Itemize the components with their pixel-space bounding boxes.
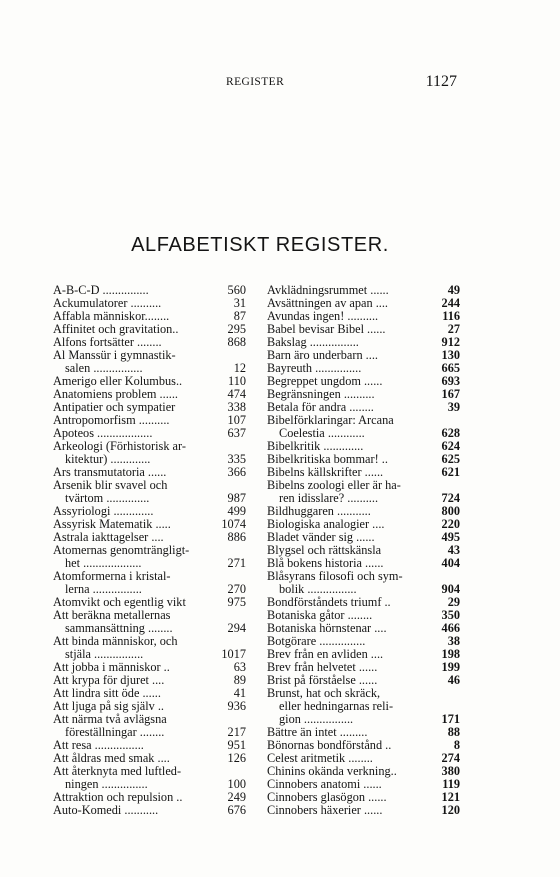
index-entry bbox=[267, 635, 460, 648]
entry-text: Avsättningen av apan .... bbox=[267, 297, 388, 310]
entry-page-number: 499 bbox=[227, 504, 246, 518]
entry-page-number: 41 bbox=[233, 686, 246, 700]
index-entry bbox=[53, 791, 246, 804]
index-entry bbox=[267, 726, 460, 739]
index-entry bbox=[267, 765, 460, 778]
index-entry bbox=[267, 544, 460, 557]
entry-text: Celest aritmetik ........ bbox=[267, 752, 373, 765]
index-entry bbox=[53, 661, 246, 674]
entry-text: Biologiska analogier .... bbox=[267, 518, 385, 531]
entry-text: Bondförståndets triumf .. bbox=[267, 596, 391, 609]
entry-text: Chinins okända verkning.. bbox=[267, 765, 397, 778]
entry-page-number: 27 bbox=[447, 322, 460, 336]
entry-page-number: 936 bbox=[227, 699, 246, 713]
entry-page-number: 126 bbox=[227, 751, 246, 765]
entry-text: lerna ................ bbox=[65, 583, 142, 596]
entry-page-number: 198 bbox=[441, 647, 460, 661]
index-entry bbox=[267, 349, 460, 362]
entry-text: Begreppet ungdom ...... bbox=[267, 375, 383, 388]
entry-page-number: 886 bbox=[227, 530, 246, 544]
index-entry bbox=[53, 674, 246, 687]
entry-page-number: 12 bbox=[233, 361, 246, 375]
entry-text: eller hedningarnas reli- bbox=[279, 700, 394, 713]
entry-page-number: 271 bbox=[227, 556, 246, 570]
index-entry bbox=[267, 479, 460, 505]
index-column-right bbox=[267, 284, 460, 817]
entry-text: Assyriologi ............. bbox=[53, 505, 154, 518]
entry-text: Attraktion och repulsion .. bbox=[53, 791, 183, 804]
entry-text: Blygsel och rättskänsla bbox=[267, 544, 382, 557]
entry-text: Bibelns källskrifter ...... bbox=[267, 466, 384, 479]
index-entry bbox=[267, 570, 460, 596]
entry-text: Att återknyta med luftled- bbox=[53, 765, 182, 778]
index-entry bbox=[53, 479, 246, 505]
entry-page-number: 676 bbox=[227, 803, 246, 817]
entry-text: bolik ................ bbox=[279, 583, 357, 596]
entry-text: Bättre än intet ......... bbox=[267, 726, 368, 739]
index-entry bbox=[53, 531, 246, 544]
entry-text: Blåsyrans filosofi och sym- bbox=[267, 570, 403, 583]
entry-page-number: 39 bbox=[447, 400, 460, 414]
index-entry bbox=[267, 661, 460, 674]
index-entry bbox=[267, 362, 460, 375]
index-entry bbox=[53, 284, 246, 297]
entry-text: Brev från en avliden .... bbox=[267, 648, 384, 661]
entry-page-number: 904 bbox=[441, 582, 460, 596]
entry-text: Bladet vänder sig ...... bbox=[267, 531, 375, 544]
entry-text: salen ................ bbox=[65, 362, 143, 375]
entry-page-number: 1017 bbox=[221, 647, 246, 661]
register-title: ALFABETISKT REGISTER. bbox=[131, 234, 389, 256]
entry-text: tvärtom .............. bbox=[65, 492, 150, 505]
entry-text: Avklädningsrummet ...... bbox=[267, 284, 389, 297]
entry-text: Apoteos .................. bbox=[53, 427, 153, 440]
entry-page-number: 1074 bbox=[221, 517, 246, 531]
index-entry bbox=[267, 388, 460, 401]
entry-text: Botgörare ............... bbox=[267, 635, 366, 648]
index-entry bbox=[267, 518, 460, 531]
entry-page-number: 120 bbox=[441, 803, 460, 817]
entry-page-number: 495 bbox=[441, 530, 460, 544]
entry-text: Botaniska hörnstenar .... bbox=[267, 622, 387, 635]
entry-text: Att krypa för djuret .... bbox=[53, 674, 165, 687]
entry-text: Assyrisk Matematik ..... bbox=[53, 518, 171, 531]
entry-page-number: 366 bbox=[227, 465, 246, 479]
entry-page-number: 63 bbox=[233, 660, 246, 674]
entry-page-number: 121 bbox=[441, 790, 460, 804]
entry-page-number: 217 bbox=[227, 725, 246, 739]
entry-page-number: 119 bbox=[442, 777, 460, 791]
index-entry bbox=[267, 609, 460, 622]
index-entry bbox=[53, 505, 246, 518]
index-entry bbox=[53, 414, 246, 427]
entry-text: Brist på förståelse ...... bbox=[267, 674, 378, 687]
entry-page-number: 274 bbox=[441, 751, 460, 765]
entry-text: Betala för andra ........ bbox=[267, 401, 374, 414]
index-entry bbox=[53, 466, 246, 479]
entry-page-number: 665 bbox=[441, 361, 460, 375]
entry-text: Atomformerna i kristal- bbox=[53, 570, 171, 583]
entry-text: Atomvikt och egentlig vikt bbox=[53, 596, 186, 609]
entry-text: Att lindra sitt öde ...... bbox=[53, 687, 161, 700]
entry-page-number: 693 bbox=[441, 374, 460, 388]
entry-page-number: 380 bbox=[441, 764, 460, 778]
index-entry bbox=[267, 297, 460, 310]
entry-text: Ackumulatorer .......... bbox=[53, 297, 162, 310]
index-entry bbox=[53, 388, 246, 401]
entry-page-number: 199 bbox=[441, 660, 460, 674]
entry-text: Antipatier och sympatier bbox=[53, 401, 176, 414]
entry-text: Al Manssür i gymnastik- bbox=[53, 349, 176, 362]
entry-text: Arkeologi (Förhistorisk ar- bbox=[53, 440, 186, 453]
entry-text: Botaniska gåtor ........ bbox=[267, 609, 373, 622]
entry-page-number: 335 bbox=[227, 452, 246, 466]
entry-text: stjäla ................ bbox=[65, 648, 144, 661]
entry-text: Att närma två avlägsna bbox=[53, 713, 167, 726]
entry-text: Bibelns zoologi eller är ha- bbox=[267, 479, 401, 492]
entry-text: Babel bevisar Bibel ...... bbox=[267, 323, 386, 336]
index-entry bbox=[53, 297, 246, 310]
running-title: REGISTER bbox=[226, 76, 285, 88]
index-entry bbox=[53, 310, 246, 323]
index-entry bbox=[267, 778, 460, 791]
index-entry bbox=[267, 323, 460, 336]
entry-page-number: 8 bbox=[453, 738, 460, 752]
entry-text: Atomernas genomträngligt- bbox=[53, 544, 190, 557]
entry-page-number: 116 bbox=[442, 309, 460, 323]
entry-page-number: 220 bbox=[441, 517, 460, 531]
entry-page-number: 270 bbox=[227, 582, 246, 596]
entry-text: Blå bokens historia ...... bbox=[267, 557, 384, 570]
entry-page-number: 88 bbox=[447, 725, 460, 739]
entry-text: gion ................ bbox=[279, 713, 354, 726]
index-entry bbox=[267, 622, 460, 635]
entry-page-number: 868 bbox=[227, 335, 246, 349]
index-entry bbox=[53, 375, 246, 388]
entry-page-number: 800 bbox=[441, 504, 460, 518]
entry-page-number: 951 bbox=[227, 738, 246, 752]
index-entry bbox=[267, 531, 460, 544]
entry-text: Affinitet och gravitation.. bbox=[53, 323, 179, 336]
index-entry bbox=[267, 648, 460, 661]
index-entry bbox=[53, 635, 246, 661]
index-entry bbox=[267, 752, 460, 765]
index-entry bbox=[53, 323, 246, 336]
entry-text: Anatomiens problem ...... bbox=[53, 388, 178, 401]
entry-text: Bildhuggaren ........... bbox=[267, 505, 371, 518]
entry-page-number: 107 bbox=[227, 413, 246, 427]
entry-page-number: 624 bbox=[441, 439, 460, 453]
entry-text: Cinnobers glasögon ...... bbox=[267, 791, 387, 804]
entry-text: Arsenik blir svavel och bbox=[53, 479, 168, 492]
entry-page-number: 637 bbox=[227, 426, 246, 440]
entry-page-number: 625 bbox=[441, 452, 460, 466]
entry-page-number: 244 bbox=[441, 296, 460, 310]
entry-text: Amerigo eller Kolumbus.. bbox=[53, 375, 183, 388]
page-number: 1127 bbox=[425, 73, 457, 90]
entry-page-number: 46 bbox=[447, 673, 460, 687]
entry-page-number: 912 bbox=[441, 335, 460, 349]
index-entry bbox=[267, 375, 460, 388]
index-entry bbox=[267, 336, 460, 349]
index-entry bbox=[267, 791, 460, 804]
entry-page-number: 294 bbox=[227, 621, 246, 635]
index-entry bbox=[267, 505, 460, 518]
entry-text: ren idisslare? .......... bbox=[279, 492, 379, 505]
entry-page-number: 404 bbox=[441, 556, 460, 570]
entry-text: Affabla människor........ bbox=[53, 310, 170, 323]
entry-text: Att jobba i människor .. bbox=[53, 661, 170, 674]
entry-page-number: 31 bbox=[233, 296, 246, 310]
entry-text: Att ljuga på sig själv .. bbox=[53, 700, 165, 713]
entry-text: Att binda människor, och bbox=[53, 635, 178, 648]
entry-page-number: 560 bbox=[227, 283, 246, 297]
index-entry bbox=[53, 804, 246, 817]
entry-text: Att åldras med smak .... bbox=[53, 752, 170, 765]
entry-text: kitektur) ............. bbox=[65, 453, 151, 466]
entry-page-number: 49 bbox=[447, 283, 460, 297]
index-entry bbox=[267, 466, 460, 479]
entry-text: Att resa ................ bbox=[53, 739, 144, 752]
index-entry bbox=[53, 752, 246, 765]
index-entry bbox=[267, 453, 460, 466]
entry-text: Auto-Komedi ........... bbox=[53, 804, 159, 817]
entry-page-number: 29 bbox=[447, 595, 460, 609]
entry-page-number: 38 bbox=[447, 634, 460, 648]
index-entry bbox=[267, 440, 460, 453]
entry-text: Ars transmutatoria ...... bbox=[53, 466, 167, 479]
entry-text: Alfons fortsätter ........ bbox=[53, 336, 162, 349]
entry-text: föreställningar ........ bbox=[65, 726, 165, 739]
entry-text: Brunst, hat och skräck, bbox=[267, 687, 381, 700]
index-entry bbox=[267, 414, 460, 440]
entry-text: Astrala iakttagelser .... bbox=[53, 531, 164, 544]
index-column-left bbox=[53, 284, 246, 817]
entry-text: Bayreuth ............... bbox=[267, 362, 362, 375]
index-entry bbox=[267, 310, 460, 323]
entry-page-number: 89 bbox=[233, 673, 246, 687]
entry-page-number: 130 bbox=[441, 348, 460, 362]
index-entry bbox=[267, 687, 460, 726]
entry-text: Att beräkna metallernas bbox=[53, 609, 171, 622]
entry-page-number: 350 bbox=[441, 608, 460, 622]
index-entry bbox=[53, 401, 246, 414]
index-entry bbox=[53, 427, 246, 440]
index-entry bbox=[53, 336, 246, 349]
entry-page-number: 110 bbox=[228, 374, 246, 388]
index-entry bbox=[53, 700, 246, 713]
index-entry bbox=[267, 596, 460, 609]
entry-text: Bönornas bondförstånd .. bbox=[267, 739, 392, 752]
entry-page-number: 171 bbox=[441, 712, 460, 726]
entry-page-number: 338 bbox=[227, 400, 246, 414]
entry-text: ningen ............... bbox=[65, 778, 148, 791]
index-entry bbox=[267, 401, 460, 414]
entry-page-number: 987 bbox=[227, 491, 246, 505]
entry-text: sammansättning ........ bbox=[65, 622, 173, 635]
index-entry bbox=[53, 739, 246, 752]
index-entry bbox=[53, 570, 246, 596]
index-entry bbox=[53, 713, 246, 739]
entry-text: Brev från helvetet ...... bbox=[267, 661, 378, 674]
entry-text: Coelestia ............ bbox=[279, 427, 365, 440]
entry-text: Barn äro underbarn .... bbox=[267, 349, 378, 362]
entry-text: Antropomorfism .......... bbox=[53, 414, 170, 427]
entry-page-number: 295 bbox=[227, 322, 246, 336]
entry-page-number: 975 bbox=[227, 595, 246, 609]
entry-text: Avundas ingen! .......... bbox=[267, 310, 379, 323]
index-entry bbox=[267, 804, 460, 817]
index-entry bbox=[267, 674, 460, 687]
index-entry bbox=[53, 765, 246, 791]
entry-page-number: 474 bbox=[227, 387, 246, 401]
index-entry bbox=[53, 440, 246, 466]
entry-text: Bakslag ................ bbox=[267, 336, 359, 349]
index-entry bbox=[53, 687, 246, 700]
index-entry bbox=[53, 349, 246, 375]
index-entry bbox=[267, 284, 460, 297]
entry-page-number: 466 bbox=[441, 621, 460, 635]
entry-page-number: 43 bbox=[447, 543, 460, 557]
index-entry bbox=[267, 557, 460, 570]
entry-text: het ................... bbox=[65, 557, 142, 570]
entry-page-number: 628 bbox=[441, 426, 460, 440]
entry-text: Bibelförklaringar: Arcana bbox=[267, 414, 394, 427]
entry-text: Cinnobers anatomi ...... bbox=[267, 778, 382, 791]
index-entry bbox=[53, 596, 246, 609]
page-header bbox=[0, 73, 560, 95]
entry-text: A-B-C-D ............... bbox=[53, 284, 149, 297]
entry-page-number: 621 bbox=[441, 465, 460, 479]
index-entry bbox=[53, 544, 246, 570]
index-entry bbox=[267, 739, 460, 752]
entry-text: Cinnobers häxerier ...... bbox=[267, 804, 383, 817]
entry-page-number: 87 bbox=[233, 309, 246, 323]
entry-page-number: 100 bbox=[227, 777, 246, 791]
entry-page-number: 167 bbox=[441, 387, 460, 401]
entry-page-number: 249 bbox=[227, 790, 246, 804]
entry-text: Bibelkritiska bommar! .. bbox=[267, 453, 388, 466]
index-entry bbox=[53, 609, 246, 635]
entry-text: Bibelkritik ............. bbox=[267, 440, 364, 453]
entry-page-number: 724 bbox=[441, 491, 460, 505]
index-entry bbox=[53, 518, 246, 531]
entry-text: Begränsningen .......... bbox=[267, 388, 375, 401]
